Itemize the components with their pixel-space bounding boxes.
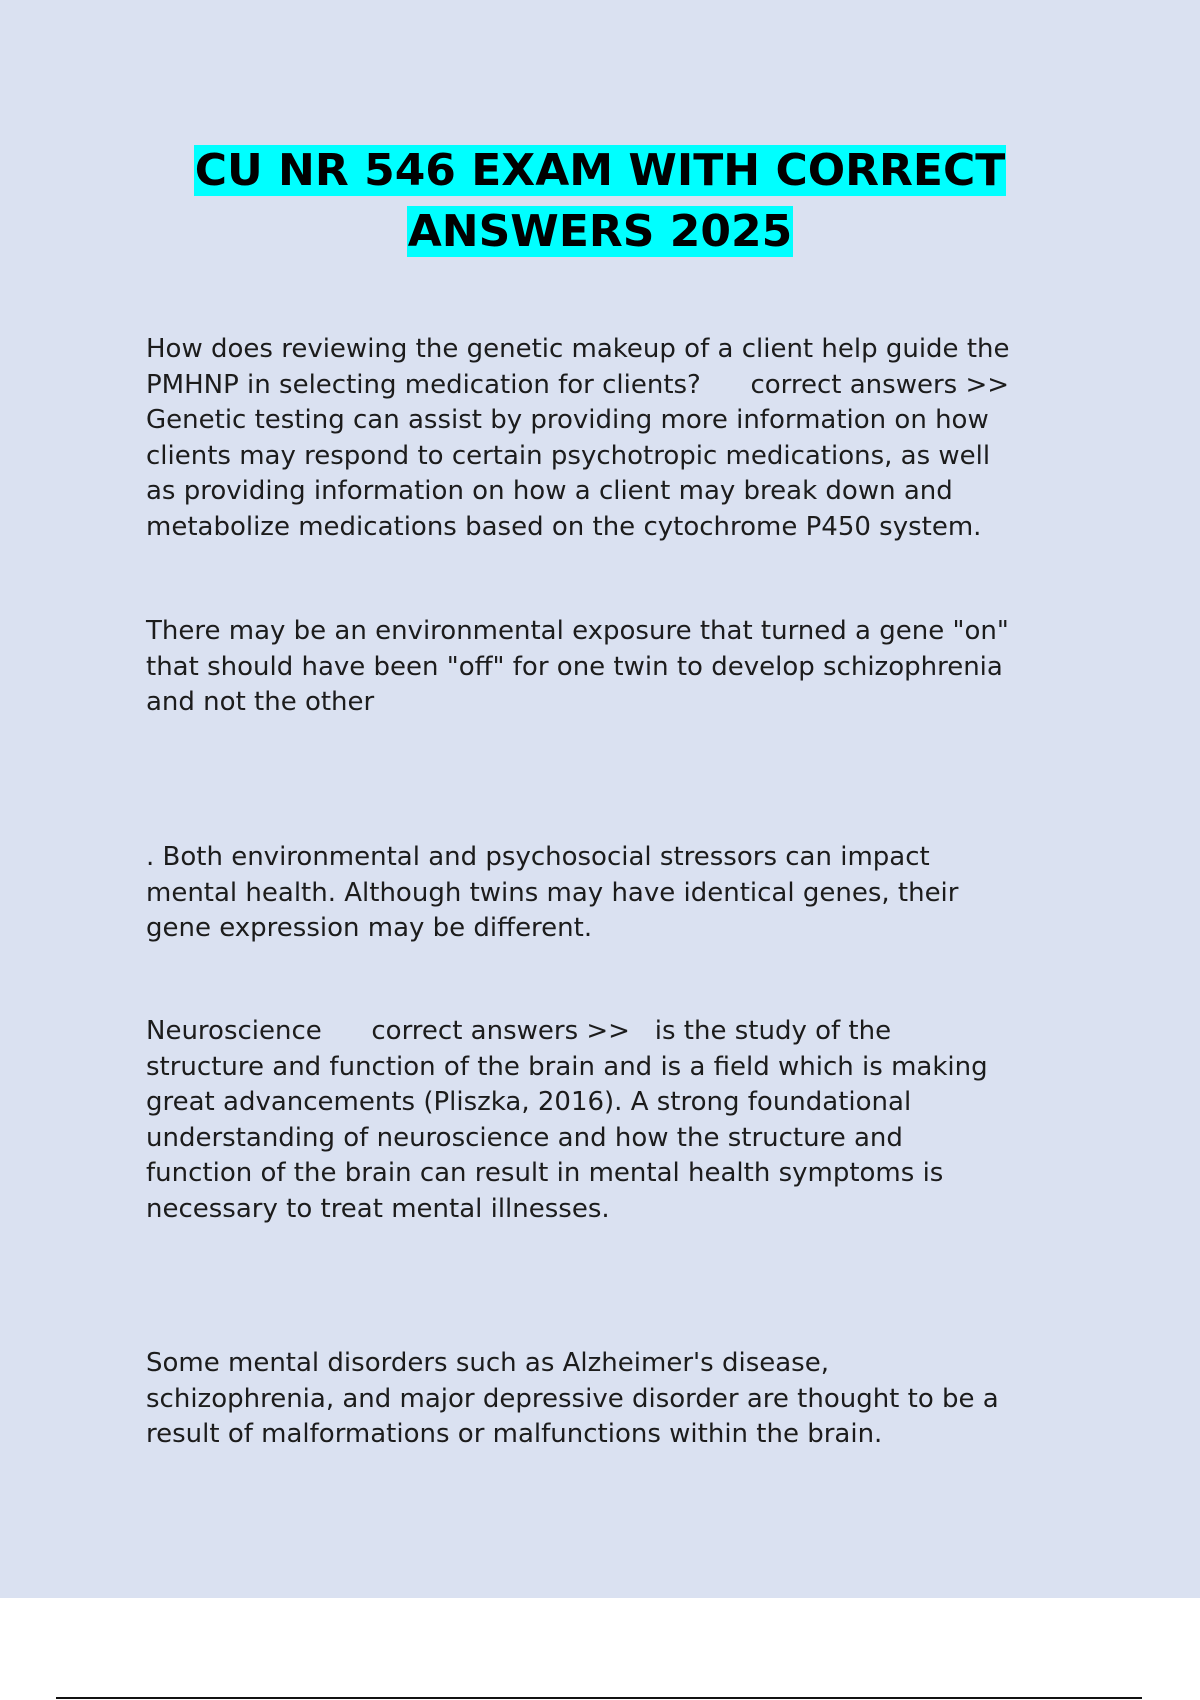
page-divider [56, 1697, 1142, 1699]
title-line-1: CU NR 546 EXAM WITH CORRECT [194, 145, 1006, 196]
paragraph-neuroscience: Neuroscience correct answers >> is the study of the structure and function of the brain and is a field which is making great advancements (Pliszka, 2016). A strong foundational understanding of neuroscience and how the structure and function of the brain can result in mental health symptoms is necessary to treat mental illnesses. [146, 1016, 988, 1224]
paragraph-environmental-exposure: There may be an environmental exposure that turned a gene "on" that should have been "off" for one twin to develop schizophrenia and not the other [146, 616, 1009, 717]
paragraph-mental-disorders: Some mental disorders such as Alzheimer's disease, schizophrenia, and major depressive disorder are thought to be a result of malformations or malfunctions within the brain. [146, 1348, 999, 1449]
title-line-2: ANSWERS 2025 [407, 206, 793, 257]
document-title [0, 140, 1200, 262]
paragraph-stressors: . Both environmental and psychosocial stressors can impact mental health. Although twins may have identical genes, their gene expression may be different. [146, 842, 959, 943]
paragraph-genetic-makeup: How does reviewing the genetic makeup of a client help guide the PMHNP in selecting medication for clients? correct answers >> Genetic testing can assist by providing more information on how clients may respond to certain psychotropic medications, as well as providing information on how a client may break down and metabolize medications based on the cytochrome P450 system. [146, 334, 1010, 542]
